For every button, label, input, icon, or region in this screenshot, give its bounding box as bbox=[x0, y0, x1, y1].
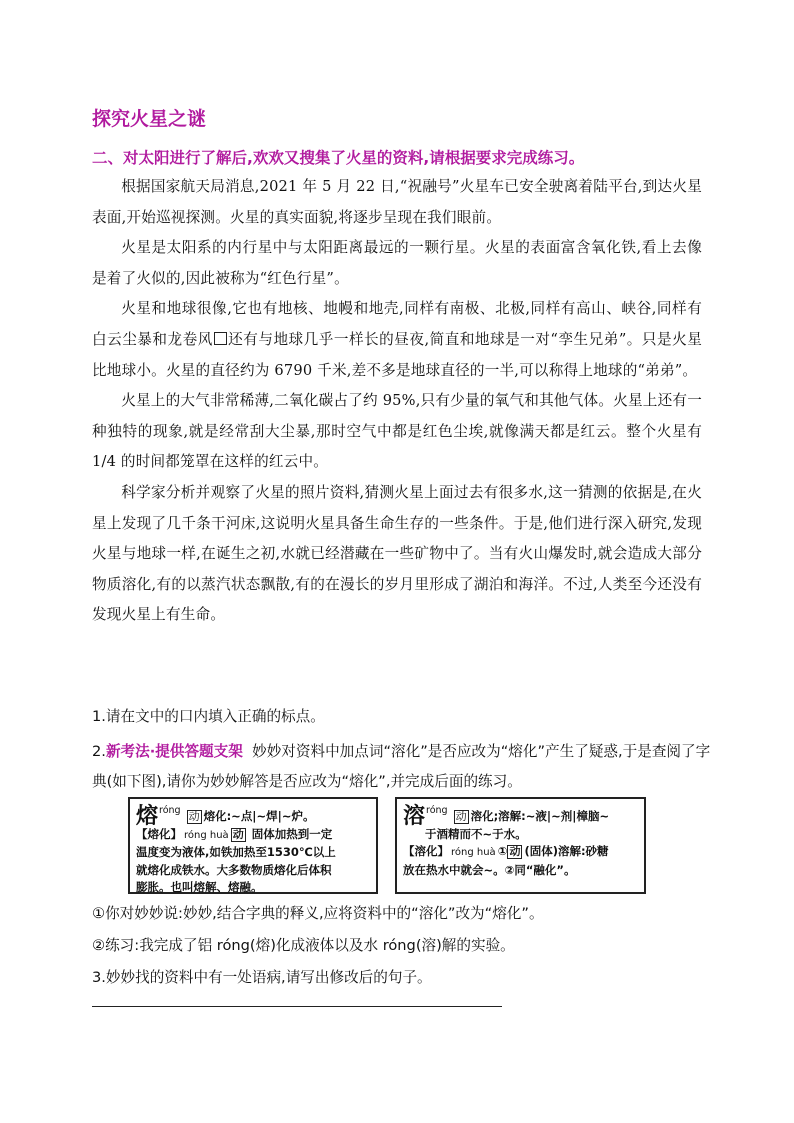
passage-paragraph-5: 科学家分析并观察了火星的照片资料,猜测火星上面过去有很多水,这一猜测的依据是,在火星上发现了几千条干河床,这说明火星具备生命生存的一些条件。于是,他们进行深入研究,发现火星与地球一样,在诞生之初,水就已经潜藏在一些矿物中了。当有火山爆发时,就会造成大部分物质溶化,有的以蒸汽状态飘散,有的在漫长的岁月里形成了湖泊和海洋。不过,人类至今还没有发现火星上有生命。 bbox=[92, 483, 702, 624]
dict-left-pos-badge: 动 bbox=[188, 810, 200, 823]
dict-right-headline bbox=[403, 802, 638, 829]
dict-right-pos-badge: 动 bbox=[455, 810, 467, 823]
dict-right-char: 溶 bbox=[403, 804, 426, 829]
section-title: 探究火星之谜 bbox=[92, 108, 207, 130]
punctuation-blank-box[interactable] bbox=[214, 332, 227, 345]
dict-left-entry bbox=[136, 826, 370, 845]
passage-paragraph-1: 根据国家航天局消息,2021 年 5 月 22 日,“祝融号”火星车已安全驶离着陆平台,到达火星表面,开始巡视探测。火星的真实面貌,将逐步呈现在我们眼前。 bbox=[92, 178, 702, 226]
question-2-number: 2. bbox=[92, 743, 106, 760]
dict-left-pinyin: róng bbox=[159, 805, 181, 816]
dict-left-entry-line1: 固体加热到一定 bbox=[251, 826, 333, 841]
question-3: 3.妙妙找的资料中有一处语病,请写出修改后的句子。 bbox=[92, 969, 432, 986]
dict-right-line-2: 于酒精而不~于水。 bbox=[425, 826, 527, 841]
question-2-answer-1: ①你对妙妙说:妙妙,结合字典的释义,应将资料中的“溶化”改为“熔化”。 bbox=[92, 905, 544, 922]
dict-right-pinyin: róng bbox=[426, 805, 448, 816]
passage-paragraph-2: 火星是太阳系的内行星中与太阳距离最远的一颗行星。火星的表面富含氧化铁,看上去像是着了火似的,因此被称为“红色行星”。 bbox=[92, 239, 702, 287]
dict-right-entry-num: ① bbox=[497, 844, 508, 858]
dict-left-headline bbox=[136, 802, 370, 829]
dict-left-entry-pos-badge: 动 bbox=[232, 827, 244, 841]
dict-left-definition: 熔化:~点|~焊|~炉。 bbox=[203, 809, 315, 823]
passage-paragraph-3-part-b: 还有与地球几乎一样长的昼夜,简直和地球是一对“孪生兄弟”。只是火星比地球小。火星的直径约为 6790 千米,差不多是地球直径的一半,可以称得上地球的“弟弟”。 bbox=[92, 330, 702, 379]
question-2 bbox=[92, 737, 712, 797]
dict-left-line-4: 膨胀。也叫熔解、熔融。 bbox=[136, 880, 263, 894]
passage-paragraph-3-part-a: 火星和地球很像,它也有地核、地幔和地壳,同样有南极、北极,同样有高山、峡谷,同样有白云尘暴和龙卷风 bbox=[92, 300, 702, 348]
answer-write-line[interactable] bbox=[92, 1006, 502, 1007]
dict-left-entry-pinyin: róng huà bbox=[184, 829, 229, 841]
question-2-answer-2: ②练习:我完成了铝 róng(熔)化成液体以及水 róng(溶)解的实验。 bbox=[92, 937, 515, 954]
dict-left-line-3: 就熔化成铁水。大多数物质熔化后体积 bbox=[136, 862, 332, 877]
question-group-subtitle: 二、对太阳进行了解后,欢欢又搜集了火星的资料,请根据要求完成练习。 bbox=[92, 149, 585, 167]
passage-paragraph-3 bbox=[92, 294, 702, 386]
question-1: 1.请在文中的口内填入正确的标点。 bbox=[92, 708, 325, 725]
question-2-tag: 新考法·提供答题支架 bbox=[105, 743, 243, 760]
dict-left-entry-word: 【熔化】 bbox=[136, 826, 182, 841]
dict-right-entry-line1: (固体)溶解:砂糖 bbox=[524, 844, 609, 858]
dict-left-char: 熔 bbox=[136, 804, 159, 829]
dictionary-entry-rong-dissolve bbox=[395, 797, 646, 894]
dict-right-entry-word: 【溶化】 bbox=[403, 844, 449, 858]
dict-right-entry-pos-badge: 动 bbox=[509, 845, 521, 858]
dictionary-entry-rong-melt bbox=[128, 797, 378, 894]
dict-right-line-4: 放在热水中就会~。②同“融化”。 bbox=[403, 862, 576, 877]
dict-left-line-2: 温度变为液体,如铁加热至1530℃以上 bbox=[136, 845, 336, 859]
passage-paragraph-4: 火星上的大气非常稀薄,二氧化碳占了约 95%,只有少量的氧气和其他气体。火星上还有一种独特的现象,就是经常刮大尘暴,那时空气中都是红色尘埃,就像满天都是红云。整个火星有 1/4 的时间都笼罩在这样的红云中。 bbox=[92, 392, 702, 471]
dict-right-entry bbox=[403, 843, 638, 862]
dict-right-entry-pinyin: róng huà bbox=[451, 847, 496, 858]
reading-passage bbox=[92, 172, 702, 631]
question-2-text: 妙妙对资料中加点词“溶化”是否应改为“熔化”产生了疑惑,于是查阅了字典(如下图),请你为妙妙解答是否应改为“熔化”,并完成后面的练习。 bbox=[92, 743, 711, 790]
dict-right-definition: 溶化;溶解:~液|~剂|樟脑~ bbox=[470, 809, 610, 823]
